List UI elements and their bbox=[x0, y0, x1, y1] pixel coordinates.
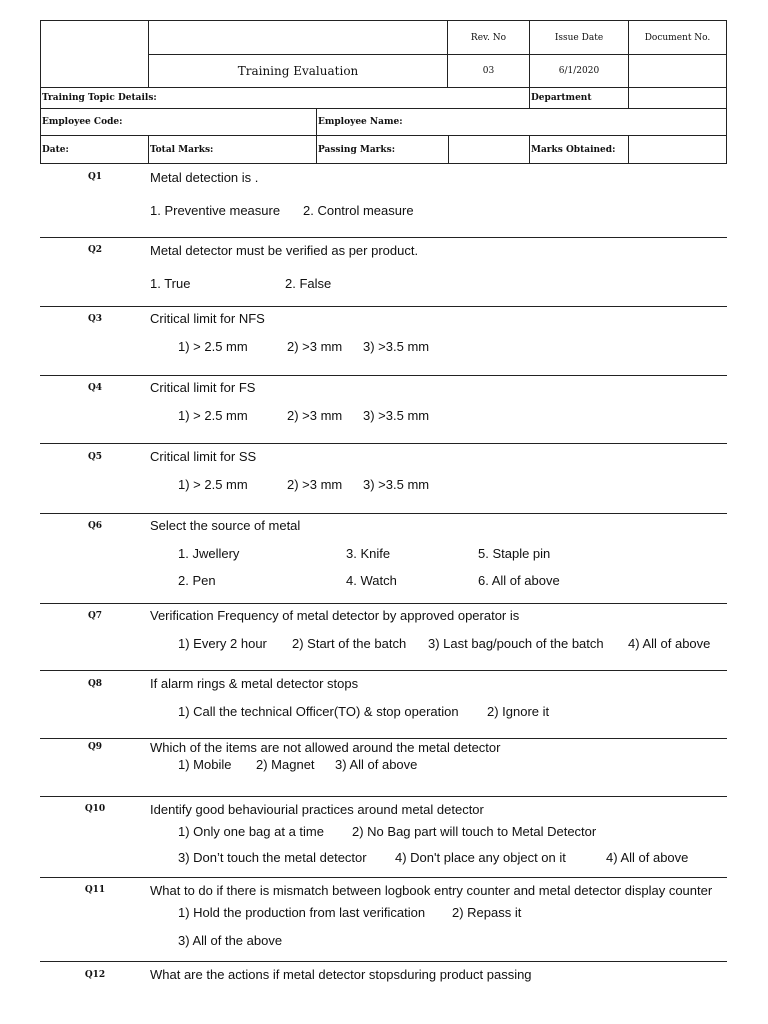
question-number: Q10 bbox=[84, 804, 106, 814]
answer-option: 2) Repass it bbox=[452, 905, 522, 920]
question-divider bbox=[40, 375, 727, 376]
answer-option: 1) Every 2 hour bbox=[178, 636, 267, 651]
question-number: Q11 bbox=[84, 885, 106, 895]
answer-option: 1. Preventive measure bbox=[150, 203, 281, 218]
answer-option: 2. Pen bbox=[178, 573, 216, 588]
question-number: Q5 bbox=[87, 452, 103, 462]
issue-date-value: 6/1/2020 bbox=[529, 54, 629, 88]
answer-option: 2) Start of the batch bbox=[292, 636, 407, 651]
answer-option: 3) All of the above bbox=[178, 933, 283, 948]
question-divider bbox=[40, 796, 727, 797]
question-text: Critical limit for NFS bbox=[150, 311, 265, 326]
answer-option: 3) >3.5 mm bbox=[363, 339, 430, 354]
answer-option: 2) >3 mm bbox=[287, 408, 343, 423]
question-number: Q3 bbox=[87, 314, 103, 324]
question-text: Critical limit for SS bbox=[150, 449, 257, 464]
answer-option: 1) > 2.5 mm bbox=[178, 477, 248, 492]
answer-option: 2) No Bag part will touch to Metal Detector bbox=[352, 824, 597, 839]
question-number: Q6 bbox=[87, 521, 103, 531]
question-number: Q1 bbox=[87, 172, 103, 182]
question-divider bbox=[40, 877, 727, 878]
department-label: Department bbox=[529, 87, 629, 109]
question-divider bbox=[40, 961, 727, 962]
question-text: Metal detection is . bbox=[150, 170, 259, 185]
document-no-label: Document No. bbox=[628, 20, 727, 55]
answer-option: 1) > 2.5 mm bbox=[178, 339, 248, 354]
department-value bbox=[628, 87, 727, 109]
blank-title-cell bbox=[148, 20, 448, 55]
question-divider bbox=[40, 670, 727, 671]
question-text: Critical limit for FS bbox=[150, 380, 256, 395]
question-text: Metal detector must be verified as per product. bbox=[150, 243, 419, 258]
answer-option: 3) >3.5 mm bbox=[363, 477, 430, 492]
employee-name-label: Employee Name: bbox=[316, 108, 727, 136]
marks-obtained-value bbox=[628, 135, 727, 164]
document-header bbox=[40, 20, 727, 164]
question-divider bbox=[40, 513, 727, 514]
answer-option: 1. True bbox=[150, 276, 191, 291]
answer-option: 2) Ignore it bbox=[487, 704, 550, 719]
rev-no-label: Rev. No bbox=[447, 20, 530, 55]
answer-option: 1. Jwellery bbox=[178, 546, 240, 561]
answer-option: 6. All of above bbox=[478, 573, 560, 588]
answer-option: 4) All of above bbox=[628, 636, 711, 651]
question-number: Q2 bbox=[87, 245, 103, 255]
passing-marks-label: Passing Marks: bbox=[316, 135, 449, 164]
document-no-value bbox=[628, 54, 727, 88]
question-number: Q8 bbox=[87, 679, 103, 689]
answer-option: 3) >3.5 mm bbox=[363, 408, 430, 423]
question-text: If alarm rings & metal detector stops bbox=[150, 676, 359, 691]
question-number: Q9 bbox=[87, 742, 103, 752]
answer-option: 2. Control measure bbox=[303, 203, 414, 218]
question-text: Identify good behaviourial practices around metal detector bbox=[150, 802, 484, 817]
issue-date-label: Issue Date bbox=[529, 20, 629, 55]
answer-option: 3) Don’t touch the metal detector bbox=[178, 850, 367, 865]
answer-option: 3) Last bag/pouch of the batch bbox=[428, 636, 604, 651]
marks-obtained-label: Marks Obtained: bbox=[529, 135, 629, 164]
answer-option: 2) Magnet bbox=[256, 757, 315, 772]
rev-no-value: 03 bbox=[447, 54, 530, 88]
answer-option: 1) Hold the production from last verification bbox=[178, 905, 426, 920]
question-divider bbox=[40, 738, 727, 739]
answer-option: 2) >3 mm bbox=[287, 339, 343, 354]
employee-code-label: Employee Code: bbox=[40, 108, 317, 136]
question-text: Select the source of metal bbox=[150, 518, 301, 533]
training-topic-label: Training Topic Details: bbox=[40, 87, 530, 109]
answer-option: 5. Staple pin bbox=[478, 546, 551, 561]
question-divider bbox=[40, 306, 727, 307]
document-title: Training Evaluation bbox=[148, 54, 448, 88]
question-number: Q4 bbox=[87, 383, 103, 393]
question-number: Q7 bbox=[87, 611, 103, 621]
total-marks-label: Total Marks: bbox=[148, 135, 317, 164]
answer-option: 2. False bbox=[285, 276, 332, 291]
logo-cell bbox=[40, 20, 149, 88]
question-text: Which of the items are not allowed around the metal detector bbox=[150, 740, 501, 755]
answer-option: 3) All of above bbox=[335, 757, 418, 772]
question-divider bbox=[40, 443, 727, 444]
question-text: Verification Frequency of metal detector by approved operator is bbox=[150, 608, 520, 623]
answer-option: 1) > 2.5 mm bbox=[178, 408, 248, 423]
answer-option: 3. Knife bbox=[346, 546, 391, 561]
answer-option: 1) Mobile bbox=[178, 757, 232, 772]
date-label: Date: bbox=[40, 135, 149, 164]
answer-option: 4. Watch bbox=[346, 573, 397, 588]
answer-option: 2) >3 mm bbox=[287, 477, 343, 492]
question-number: Q12 bbox=[84, 970, 106, 980]
answer-option: 1) Only one bag at a time bbox=[178, 824, 324, 839]
question-divider bbox=[40, 603, 727, 604]
passing-marks-value bbox=[448, 135, 530, 164]
question-text: What to do if there is mismatch between logbook entry counter and metal detector display counter bbox=[150, 883, 713, 898]
answer-option: 1) Call the technical Officer(TO) & stop operation bbox=[178, 704, 459, 719]
question-divider bbox=[40, 237, 727, 238]
question-text: What are the actions if metal detector stopsduring product passing bbox=[150, 967, 532, 982]
answer-option: 4) All of above bbox=[606, 850, 689, 865]
answer-option: 4) Don't place any object on it bbox=[395, 850, 566, 865]
